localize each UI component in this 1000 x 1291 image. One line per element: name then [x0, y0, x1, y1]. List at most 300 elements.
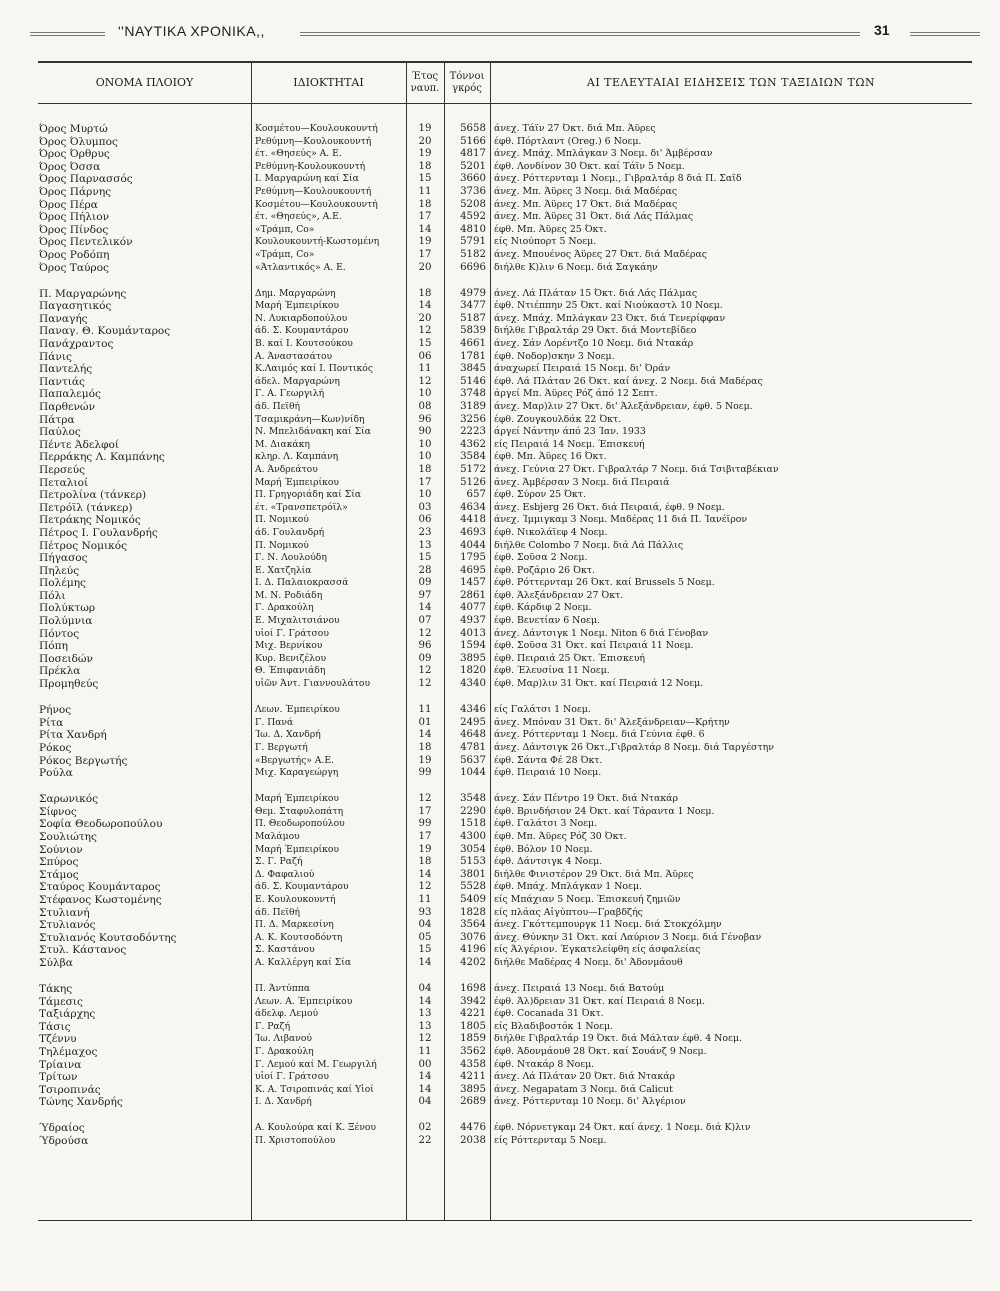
ship-name: Πέτρος Ι. Γουλανδρής: [39, 526, 158, 539]
ship-name: Ρόκος: [39, 741, 72, 754]
ship-news: έφθ. Έλευσίνα 11 Νοεμ.: [494, 665, 610, 677]
ship-name: Πηλεύς: [39, 564, 80, 577]
ship-owner: Ε. Χατζηλία: [255, 564, 312, 576]
ship-name: Όρος Πίνδος: [39, 223, 109, 236]
ship-year: 17: [418, 805, 432, 817]
ship-year: 19: [418, 148, 432, 160]
ship-tonnage: 5208: [460, 198, 486, 210]
table-body: [38, 123, 972, 1161]
ship-year: 22: [418, 1135, 432, 1147]
ship-news: άνεχ. Θύνκην 31 Όκτ. καί Λαύριον 3 Νοεμ. διά Γένοβαν: [494, 931, 762, 943]
ship-news: άνεχ. Ρόττερνταμ 1 Νοεμ., Γιβραλτάρ 8 διά Π. Σαΐδ: [494, 173, 742, 185]
ship-year: 11: [418, 185, 432, 197]
ship-name: Παρθενών: [39, 400, 96, 413]
ship-owner: Α. Κουλούρα καί Κ. Ξένου: [255, 1122, 377, 1134]
ship-name: Π. Μαργαρώνης: [39, 287, 127, 300]
ship-name: Ποσειδών: [39, 652, 93, 665]
ship-year: 17: [418, 248, 432, 260]
ship-owner: Δημ. Μαργαρώνη: [255, 287, 336, 299]
ship-tonnage: 1805: [460, 1020, 486, 1032]
ship-owner: Σ. Γ. Ραζή: [255, 856, 303, 868]
table-row: [38, 236, 972, 249]
ship-tonnage: 2223: [460, 426, 486, 438]
ship-name: Όρος Πέρα: [39, 198, 98, 211]
ship-name: Πολύκτωρ: [39, 602, 96, 615]
ship-news: άνεχ. Ρόττερνταμ 1 Νοεμ. διά Γεύνια έφθ. 6: [494, 729, 705, 741]
ship-name: Όρος Όσσα: [39, 160, 101, 173]
ship-tonnage: 3584: [460, 451, 486, 463]
table-row: [38, 477, 972, 490]
ship-group: [38, 983, 972, 1109]
ship-year: 19: [418, 754, 432, 766]
ship-name: Στέφανος Κωστομένης: [39, 893, 162, 906]
ship-owner: «Άτλαντικός» Α. Ε.: [255, 261, 346, 273]
column-header-year: Έτος ναυπ.: [410, 71, 440, 94]
ship-name: Ταξιάρχης: [39, 1008, 96, 1021]
ship-tonnage: 4044: [460, 539, 486, 551]
ship-year: 97: [418, 589, 432, 601]
ship-group: [38, 704, 972, 780]
ship-owner: Ρεθύμνη-Κουλουκουντή: [255, 160, 366, 172]
table-row: [38, 224, 972, 237]
ship-news: έφθ. Ρόττερνταμ 26 Όκτ. καί Brussels 5 Νοεμ.: [494, 577, 715, 589]
header-rule-middle: [300, 32, 860, 36]
ship-year: 11: [418, 363, 432, 375]
ship-news: είς Βλαδιβοστόκ 1 Νοεμ.: [494, 1020, 614, 1032]
ship-group: [38, 1122, 972, 1147]
ship-year: 10: [418, 438, 432, 450]
ship-year: 17: [418, 211, 432, 223]
ship-news: είς Νιούπορτ 5 Νοεμ.: [494, 236, 597, 248]
ship-tonnage: 1781: [460, 350, 486, 362]
ship-news: άνεχ. Τάϊν 27 Όκτ. διά Μπ. Άϋρες: [494, 123, 656, 134]
ship-year: 03: [418, 501, 432, 513]
table-row: [38, 414, 972, 427]
ship-year: 10: [418, 388, 432, 400]
ship-news: άνεχ. Λά Πλάταν 20 Όκτ. διά Ντακάρ: [494, 1071, 676, 1083]
ship-owner: Π. Δ. Μαρκεσίνη: [255, 919, 334, 931]
ship-name: Τρίτων: [39, 1071, 78, 1084]
ship-news: έφθ. Άλ)δρειαν 31 Όκτ. καί Πειραιά 8 Νοεμ.: [494, 995, 705, 1007]
ship-owner: Δ. Φαφαλιού: [255, 868, 315, 880]
ship-tonnage: 5172: [460, 463, 486, 475]
ship-year: 09: [418, 652, 432, 664]
ship-owner: άδ. Πεϊθή: [255, 400, 300, 412]
ship-year: 18: [418, 198, 432, 210]
ship-owner: Κ. Α. Τσιροπινάς καί Υἱοί: [255, 1083, 374, 1095]
ship-year: 10: [418, 489, 432, 501]
ship-tonnage: 5409: [460, 893, 486, 905]
ship-year: 19: [418, 843, 432, 855]
ship-news: άνεχ. Σάν Λορέντζο 10 Νοεμ. διά Ντακάρ: [494, 338, 694, 349]
ship-year: 13: [418, 539, 432, 551]
ship-owner: Γ. Ραζή: [255, 1020, 291, 1032]
ship-tonnage: 3736: [460, 185, 486, 197]
ship-news: άνεχ. Μπάχ. Μπλάγκαν 23 Όκτ. διά Τενερίφφαν: [494, 312, 726, 324]
ship-year: 09: [418, 577, 432, 589]
ship-year: 15: [418, 338, 432, 349]
table-row: [38, 818, 972, 831]
ship-name: Σπύρος: [39, 856, 79, 869]
table-row: [38, 717, 972, 730]
ship-owner: κληρ. Λ. Καμπάνη: [255, 451, 339, 463]
ship-tonnage: 5182: [460, 248, 486, 260]
ship-year: 04: [418, 983, 432, 994]
ship-owner: Α. Άναστασάτου: [255, 350, 333, 362]
table-row: [38, 869, 972, 882]
ship-news: άνεχ. Γεύνια 27 Όκτ. Γιβραλτάρ 7 Νοεμ. διά Τσιβιταβέκιαν: [494, 463, 779, 475]
ship-year: 06: [418, 350, 432, 362]
ship-tonnage: 4211: [460, 1071, 486, 1083]
ship-owner: Μαρή Έμπειρίκου: [255, 843, 339, 855]
ship-name: Πάτρα: [39, 413, 75, 426]
table-row: [38, 831, 972, 844]
ship-year: 14: [418, 602, 432, 614]
ship-tonnage: 3564: [460, 919, 486, 931]
ship-tonnage: 5146: [460, 375, 486, 387]
ship-year: 04: [418, 1096, 432, 1108]
ship-news: έφθ. Cocanada 31 Όκτ.: [494, 1008, 604, 1020]
ship-news: έφθ. Σοῦσα 31 Όκτ. καί Πειραιά 11 Νοεμ.: [494, 640, 694, 652]
ship-owner: άδελφ. Λεμού: [255, 1008, 319, 1020]
table-row: [38, 288, 972, 301]
ship-news: άνεχ. Σάν Πέντρο 19 Όκτ. διά Ντακάρ: [494, 793, 679, 805]
header-rule-left: [30, 32, 105, 36]
ship-year: 14: [418, 1071, 432, 1083]
table-row: [38, 1059, 972, 1072]
ship-tonnage: 5187: [460, 312, 486, 324]
ship-tonnage: 1457: [460, 577, 486, 589]
ship-news: άνεχ. Ίμμιγκαμ 3 Νοεμ. Μαδέρας 11 διά Π. Ίανέϊρον: [494, 514, 748, 526]
ship-news: έφθ. Μπ. Άϋρες 25 Όκτ.: [494, 223, 607, 235]
ship-name: Τάκης: [39, 983, 73, 995]
ship-news: είς Ρόττερνταμ 5 Νοεμ.: [494, 1135, 607, 1147]
ship-year: 14: [418, 956, 432, 968]
ship-owner: Ε. Μιχαλιτσιάνου: [255, 615, 340, 627]
ship-owner: Β. καί Ι. Κουτσούκου: [255, 338, 353, 349]
ship-tonnage: 5791: [460, 236, 486, 248]
ship-owner: Σ. Καστάνου: [255, 944, 315, 956]
ship-owner: Π. Γρηγοριάδη καί Σία: [255, 489, 362, 501]
ship-tonnage: 4648: [460, 729, 486, 741]
ship-tonnage: 3076: [460, 931, 486, 943]
ship-year: 11: [418, 1045, 432, 1057]
ship-name: Πάνις: [39, 350, 72, 363]
ship-news: διήλθε Κ)λιν 6 Νοεμ. διά Σαγκάην: [494, 261, 658, 273]
ship-tonnage: 2290: [460, 805, 486, 817]
table-row: [38, 1084, 972, 1097]
ship-news: διήλθε Γιβραλτάρ 19 Όκτ. διά Μάλταν έφθ. 4 Νοεμ.: [494, 1033, 742, 1045]
ship-tonnage: 2689: [460, 1096, 486, 1108]
ship-tonnage: 4300: [460, 830, 486, 842]
ship-owner: Μαλάμου: [255, 830, 300, 842]
ship-owner: Ι. Δ. Παλαιοκρασσά: [255, 577, 349, 589]
ship-news: άνεχ. Δάντσιγκ 1 Νοεμ. Niton 6 διά Γένοβαν: [494, 627, 709, 639]
ship-owner: Κοσμέτου—Κουλουκουντή: [255, 123, 378, 134]
table-row: [38, 957, 972, 970]
table-row: [38, 351, 972, 364]
ship-group: [38, 288, 972, 691]
ship-name: Ύδρούσα: [39, 1135, 89, 1148]
ship-owner: Θ. Έπιφανιάδη: [255, 665, 326, 677]
ship-owner: υἱοί Γ. Γράτσου: [255, 627, 329, 639]
ship-tonnage: 5658: [460, 123, 486, 134]
ship-year: 02: [418, 1122, 432, 1134]
table-row: [38, 148, 972, 161]
ship-year: 10: [418, 451, 432, 463]
ship-name: Πόντος: [39, 627, 80, 640]
ship-tonnage: 3845: [460, 363, 486, 375]
ship-year: 18: [418, 160, 432, 172]
ship-name: Τάσις: [39, 1020, 71, 1033]
ship-name: Περράκης Λ. Καμπάνης: [39, 451, 165, 464]
table-row: [38, 996, 972, 1009]
ship-owner: Ν. Μπελιδάνακη καί Σία: [255, 426, 371, 438]
ship-year: 19: [418, 236, 432, 248]
ship-news: έφθ. Λά Πλάταν 26 Όκτ. καί άνεχ. 2 Νοεμ. διά Μαδέρας: [494, 375, 763, 387]
ship-year: 18: [418, 856, 432, 868]
ship-owner: Γ. Α. Γεωργιλή: [255, 388, 325, 400]
ship-name: Πέτρος Νομικός: [39, 539, 128, 552]
ship-owner: «Τράμπ, Co»: [255, 248, 315, 260]
ship-year: 20: [418, 312, 432, 324]
ship-news: διήλθε Φινιστέρον 29 Όκτ. διά Μπ. Άϋρες: [494, 868, 694, 880]
ship-news: διήλθε Colombo 7 Νοεμ. διά Λά Πάλλις: [494, 539, 684, 551]
ship-owner: Ι. Μαργαρώνη καί Σία: [255, 173, 359, 185]
ship-year: 15: [418, 552, 432, 564]
ship-news: έφθ. Σύρον 25 Όκτ.: [494, 489, 586, 501]
ship-tonnage: 4476: [460, 1122, 486, 1134]
table-row: [38, 439, 972, 452]
ship-tonnage: 1820: [460, 665, 486, 677]
ship-name: Σοφία Θεοδωροπούλου: [39, 818, 163, 831]
ship-owner: «Βεργωτής» Α.Ε.: [255, 754, 334, 766]
table-row: [38, 489, 972, 502]
ship-news: έφθ. Άδονμάουθ 28 Όκτ. καί Σουάνζ 9 Νοεμ.: [494, 1045, 707, 1057]
ship-owner: άδ. Σ. Κουμαντάρου: [255, 325, 349, 337]
ship-tonnage: 2038: [460, 1135, 486, 1147]
ship-name: Σαρωνικός: [39, 793, 99, 806]
table-bottom-rule: [38, 1220, 972, 1221]
ship-news: άργεί Νάντην άπό 23 Ίαν. 1933: [494, 426, 646, 438]
ship-news: έφθ. Βενετίαν 6 Νοεμ.: [494, 615, 600, 627]
ship-tonnage: 4346: [460, 704, 486, 716]
ship-group: [38, 793, 972, 969]
ship-owner: Μαρή Έμπειρίκου: [255, 476, 339, 488]
ship-name: Στάμος: [39, 868, 79, 881]
table-row: [38, 325, 972, 338]
ship-owner: Ε. Κουλουκουντή: [255, 893, 336, 905]
ship-owner: Κ.Λαιμός καί Ι. Ποντικός: [255, 363, 373, 375]
ship-owner: άδ. Πεϊθή: [255, 906, 300, 918]
table-row: [38, 944, 972, 957]
ship-name: Πόλι: [39, 589, 66, 602]
ship-tonnage: 3477: [460, 300, 486, 312]
ship-name: Παναγ. Θ. Κουμάνταρος: [39, 325, 171, 338]
table-row: [38, 426, 972, 439]
table-row: [38, 249, 972, 262]
ship-news: έφθ. Άλεξάνδρειαν 27 Όκτ.: [494, 589, 624, 601]
ship-year: 01: [418, 716, 432, 728]
table-row: [38, 552, 972, 565]
ship-year: 14: [418, 223, 432, 235]
ship-year: 18: [418, 741, 432, 753]
ship-year: 99: [418, 767, 432, 779]
table-row: [38, 451, 972, 464]
ship-year: 05: [418, 931, 432, 943]
ship-owner: έτ. «Τρανσπετρόϊλ»: [255, 501, 348, 513]
column-header-news: ΑΙ ΤΕΛΕΥΤΑΙΑΙ ΕΙΔΗΣΕΙΣ ΤΩΝ ΤΑΞΙΔΙΩΝ ΤΩΝ: [586, 76, 876, 89]
ship-tonnage: 4693: [460, 526, 486, 538]
ship-name: Παντιάς: [39, 375, 85, 388]
table-row: [38, 1033, 972, 1046]
ship-name: Πολέμης: [39, 577, 86, 590]
ship-name: Πετρόϊλ (τάνκερ): [39, 501, 133, 514]
ship-year: 13: [418, 1020, 432, 1032]
ship-name: Σταύρος Κουμάνταρος: [39, 881, 161, 894]
ship-tonnage: 1795: [460, 552, 486, 564]
table-row: [38, 704, 972, 717]
table-row: [38, 919, 972, 932]
table-row: [38, 565, 972, 578]
ship-year: 17: [418, 830, 432, 842]
ship-name: Όρος Πεντελικόν: [39, 236, 133, 249]
table-row: [38, 211, 972, 224]
table-row: [38, 514, 972, 527]
table-row: [38, 894, 972, 907]
table-row: [38, 806, 972, 819]
table-row: [38, 338, 972, 351]
ship-tonnage: 1698: [460, 983, 486, 994]
ship-name: Πολύμνια: [39, 615, 93, 628]
ship-tonnage: 4695: [460, 564, 486, 576]
table-row: [38, 464, 972, 477]
ship-year: 99: [418, 818, 432, 830]
ship-tonnage: 4221: [460, 1008, 486, 1020]
ship-news: είς πλάας Αἰγύπτου—Γραβδζής: [494, 906, 643, 918]
table-row: [38, 1096, 972, 1109]
ship-tonnage: 3801: [460, 868, 486, 880]
ship-news: είς Γαλάτσι 1 Νοεμ.: [494, 704, 591, 716]
ship-year: 14: [418, 995, 432, 1007]
ship-year: 12: [418, 665, 432, 677]
ship-year: 11: [418, 893, 432, 905]
ship-name: Τσιροπινάς: [39, 1083, 101, 1096]
ship-news: άνεχ. Πειραιά 13 Νοεμ. διά Βατούμ: [494, 983, 665, 994]
ship-owner: έτ. «Θησεύς» Α. Ε.: [255, 148, 342, 160]
ship-news: άνεχ. Γκόττεμπουργκ 11 Νοεμ. διά Στοκχόλμην: [494, 919, 722, 931]
ship-news: είς Μπάχιαν 5 Νοεμ. Έπισκευή ζημιῶν: [494, 893, 681, 905]
ship-owner: Ίω. Δ. Χανδρή: [255, 729, 321, 741]
table-row: [38, 363, 972, 376]
ship-name: Ύδραίος: [39, 1122, 85, 1135]
ship-name: Στυλιανός Κουτσοδόντης: [39, 931, 177, 944]
ship-name: Πρέκλα: [39, 665, 81, 678]
ship-owner: άδ. Γουλανδρή: [255, 526, 325, 538]
ship-year: 90: [418, 426, 432, 438]
table-row: [38, 1021, 972, 1034]
table-row: [38, 1008, 972, 1021]
table-row: [38, 678, 972, 691]
ship-tonnage: 5637: [460, 754, 486, 766]
ship-owner: Ν. Λυκιαρδοπούλου: [255, 312, 348, 324]
ship-tonnage: 4817: [460, 148, 486, 160]
table-row: [38, 615, 972, 628]
ship-name: Όρος Όλυμπος: [39, 135, 118, 148]
column-header-name: ΟΝΟΜΑ ΠΛΟΙΟΥ: [95, 76, 194, 89]
ship-year: 18: [418, 463, 432, 475]
ship-news: άνεχ. Μπ. Άϋρες 3 Νοεμ. διά Μαδέρας: [494, 185, 678, 197]
table-row: [38, 300, 972, 313]
ship-year: 12: [418, 678, 432, 690]
ship-owner: άδ. Σ. Κουμαντάρου: [255, 881, 349, 893]
ship-owner: Λεων. Έμπειρίκου: [255, 704, 340, 716]
ship-news: έφθ. Κάρδιφ 2 Νοεμ.: [494, 602, 592, 614]
ship-news: άνεχ. Δάντσιγκ 26 Όκτ.,Γιβραλτάρ 8 Νοεμ. διά Ταργέστην: [494, 741, 774, 753]
ship-group: [38, 123, 972, 274]
ship-name: Στυλιανός: [39, 919, 96, 932]
ship-news: έφθ. Μπ. Άϋρες 16 Όκτ.: [494, 451, 607, 463]
ship-table: [38, 61, 972, 1221]
ship-name: Τάμεσις: [39, 995, 83, 1008]
ship-name: Πόπη: [39, 640, 68, 653]
ship-news: έφθ. Νικολάϊεφ 4 Νοεμ.: [494, 526, 608, 538]
ship-owner: Ι. Δ. Χανδρή: [255, 1096, 312, 1108]
table-row: [38, 123, 972, 136]
table-row: [38, 540, 972, 553]
ship-owner: Μ. Διακάκη: [255, 438, 310, 450]
ship-tonnage: 1859: [460, 1033, 486, 1045]
ship-tonnage: 3660: [460, 173, 486, 185]
table-row: [38, 186, 972, 199]
ship-owner: Ίω. Λιβανού: [255, 1033, 312, 1045]
ship-tonnage: 6696: [460, 261, 486, 273]
ship-owner: Γ. Λεμού καί Μ. Γεωργιλή: [255, 1058, 377, 1070]
table-row: [38, 628, 972, 641]
ship-name: Σύλβα: [39, 956, 73, 969]
ship-year: 19: [418, 123, 432, 134]
ship-year: 04: [418, 919, 432, 931]
ship-year: 06: [418, 514, 432, 526]
ship-year: 14: [418, 300, 432, 312]
ship-tonnage: 4362: [460, 438, 486, 450]
ship-year: 96: [418, 413, 432, 425]
ship-name: Σίφνος: [39, 805, 77, 818]
ship-owner: Γ. Δρακούλη: [255, 1045, 314, 1057]
table-row: [38, 313, 972, 326]
ship-tonnage: 5153: [460, 856, 486, 868]
table-row: [38, 856, 972, 869]
table-row: [38, 844, 972, 857]
ship-name: Όρος Μυρτώ: [39, 123, 108, 135]
ship-news: άνεχ. Esbjerg 26 Όκτ. διά Πειραιά, έφθ. 9 Νοεμ.: [494, 501, 725, 513]
ship-tonnage: 657: [466, 489, 486, 501]
ship-news: έφθ. Ντακάρ 8 Νοεμ.: [494, 1058, 595, 1070]
ship-tonnage: 5166: [460, 135, 486, 147]
ship-news: έφθ. Σοῦσα 2 Νοεμ.: [494, 552, 588, 564]
ship-owner: Γ. Πανά: [255, 716, 294, 728]
table-row: [38, 199, 972, 212]
ship-year: 12: [418, 881, 432, 893]
ship-news: άνεχ. Negapatam 3 Νοεμ. διά Calicut: [494, 1083, 673, 1095]
ship-tonnage: 4661: [460, 338, 486, 349]
ship-tonnage: 5126: [460, 476, 486, 488]
ship-tonnage: 4077: [460, 602, 486, 614]
ship-name: Ρούλα: [39, 767, 73, 780]
ship-name: Πανάχραντος: [39, 338, 114, 350]
ship-name: Παύλος: [39, 426, 81, 439]
ship-tonnage: 4358: [460, 1058, 486, 1070]
